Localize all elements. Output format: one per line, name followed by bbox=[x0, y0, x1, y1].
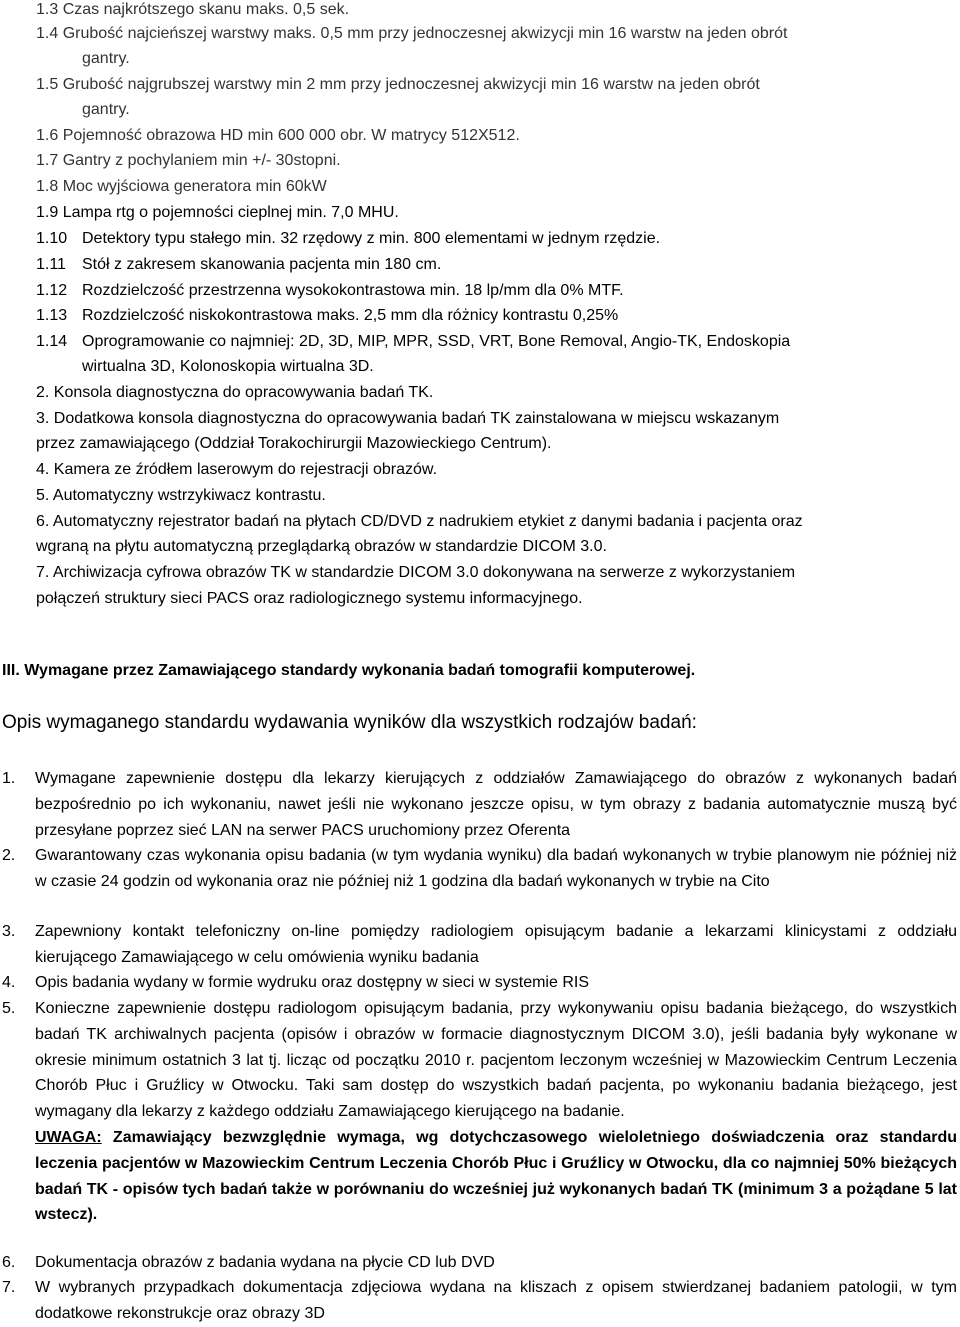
uwaga-label: UWAGA: bbox=[35, 1128, 102, 1146]
requirement-body bbox=[35, 996, 957, 1228]
spec-item-text: Oprogramowanie co najmniej: 2D, 3D, MIP, MPR, SSD, VRT, Bone Removal, Angio-TK, Endoskopia bbox=[82, 333, 791, 350]
spec-line-1-9: 1.9 Lampa rtg o pojemności cieplnej min. 7,0 MHU. bbox=[36, 204, 399, 221]
requirement-item bbox=[2, 996, 957, 1250]
requirement-text: Zapewniony kontakt telefoniczny on-line pomiędzy radiologiem opisującym badanie a lekarzami klinicystami z oddziału kierującego Zamawiającego w celu omówienia wyniku badania bbox=[35, 923, 957, 966]
spec-item-text: Rozdzielczość przestrzenna wysokokontrastowa min. 18 lp/mm dla 0% MTF. bbox=[82, 282, 624, 299]
requirement-number: 2. bbox=[2, 847, 16, 864]
requirement-number: 5. bbox=[2, 1000, 16, 1017]
spec-item-text: Rozdzielczość niskokontrastowa maks. 2,5 mm dla różnicy kontrastu 0,25% bbox=[82, 307, 619, 324]
main-point-2: 2. Konsola diagnostyczna do opracowywania badań TK. bbox=[36, 384, 434, 401]
requirement-text: Gwarantowany czas wykonania opisu badania (w tym wydania wyniku) dla badań wykonanych w trybie planowym nie później niż w czasie 24 godzin od wykonania oraz nie później niż 1 godzina dla badań wykonanych w trybie na Cito bbox=[35, 847, 957, 890]
spec-line-1-6: 1.6 Pojemność obrazowa HD min 600 000 obr. W matrycy 512X512. bbox=[36, 127, 520, 144]
spec-line-1-5-cont: gantry. bbox=[82, 101, 130, 118]
requirement-item bbox=[2, 1250, 957, 1276]
spec-item-num: 1.13 bbox=[36, 307, 68, 324]
spec-item-num: 1.10 bbox=[36, 230, 68, 247]
main-point-7-cont: połączeń struktury sieci PACS oraz radiologicznego systemu informacyjnego. bbox=[36, 590, 583, 607]
requirement-number: 4. bbox=[2, 974, 16, 991]
requirement-item bbox=[2, 919, 957, 971]
spec-line-1-4: 1.4 Grubość najcieńszej warstwy maks. 0,5 mm przy jednoczesnej akwizycji min 16 warstw na jeden obrót bbox=[36, 25, 788, 42]
requirement-text: Opis badania wydany w formie wydruku oraz dostępny w sieci w systemie RIS bbox=[35, 974, 589, 991]
spec-line-1-3: 1.3 Czas najkrótszego skanu maks. 0,5 sek. bbox=[36, 1, 350, 18]
requirement-item bbox=[2, 1275, 957, 1327]
requirement-number: 3. bbox=[2, 923, 16, 940]
section-3-title: III. Wymagane przez Zamawiającego standardy wykonania badań tomografii komputerowej. bbox=[2, 662, 696, 679]
spec-line-1-5: 1.5 Grubość najgrubszej warstwy min 2 mm przy jednoczesnej akwizycji min 16 warstw na jeden obrót bbox=[36, 76, 760, 93]
requirement-text: W wybranych przypadkach dokumentacja zdjęciowa wydana na kliszach z opisem stwierdzanej badaniem patologii, w tym dodatkowe rekonstrukcje oraz obrazy 3D bbox=[35, 1279, 957, 1322]
requirement-number: 7. bbox=[2, 1279, 16, 1296]
spec-item-num: 1.14 bbox=[36, 333, 68, 350]
spec-line-1-7: 1.7 Gantry z pochylaniem min +/- 30stopni. bbox=[36, 152, 341, 169]
requirement-item bbox=[2, 766, 957, 844]
spec-item-num: 1.11 bbox=[36, 256, 66, 273]
main-point-6: 6. Automatyczny rejestrator badań na płytach CD/DVD z nadrukiem etykiet z danymi badania i pacjenta oraz bbox=[36, 513, 803, 530]
requirement-number: 6. bbox=[2, 1254, 16, 1271]
spec-item-text-cont: wirtualna 3D, Kolonoskopia wirtualna 3D. bbox=[82, 358, 374, 375]
requirement-text: Dokumentacja obrazów z badania wydana na płycie CD lub DVD bbox=[35, 1254, 495, 1271]
spec-line-1-8: 1.8 Moc wyjściowa generatora min 60kW bbox=[36, 178, 327, 195]
requirement-text: Wymagane zapewnienie dostępu dla lekarzy kierujących z oddziałów Zamawiającego do obrazów z wykonanych badań bezpośrednio po ich wykonaniu, nawet jeśli nie wykonano jeszcze opisu, w tym obrazy z badania automatycznie muszą być przesyłane poprzez sieć LAN na serwer PACS uruchomiony przez Oferenta bbox=[35, 770, 957, 839]
uwaga-text: Zamawiający bezwzględnie wymaga, wg dotychczasowego wieloletniego doświadczenia oraz standardu leczenia pacjentów w Mazowieckim Centrum Leczenia Chorób Płuc i Gruźlicy w Otwocku, dla co najmniej 50% bieżących badań TK - opisów tych badań także w porównaniu do wcześniej już wykonanych badań TK (minimum 3 a pożądane 5 lat wstecz). bbox=[35, 1128, 957, 1224]
spec-item-text: Stół z zakresem skanowania pacjenta min 180 cm. bbox=[82, 256, 442, 273]
main-point-4: 4. Kamera ze źródłem laserowym do rejestracji obrazów. bbox=[36, 461, 438, 478]
main-point-3: 3. Dodatkowa konsola diagnostyczna do opracowywania badań TK zainstalowana w miejscu wskazanym bbox=[36, 410, 780, 427]
spec-item-text: Detektory typu stałego min. 32 rzędowy z min. 800 elementami w jednym rzędzie. bbox=[82, 230, 661, 247]
main-point-5: 5. Automatyczny wstrzykiwacz kontrastu. bbox=[36, 487, 326, 504]
spec-item-num: 1.12 bbox=[36, 282, 68, 299]
requirement-text: Konieczne zapewnienie dostępu radiologom opisującym badania, przy wykonywaniu opisu badania bieżącego, do wszystkich badań TK archiwalnych pacjenta (opisów i obrazów w formacie diagnostycznym DICOM 3.0), jeśli badania były wykonane w okresie minimum ostatnich 3 lat tj. licząc od początku 2010 r. pacjentom leczonym wcześniej w Mazowieckim Centrum Leczenia Chorób Płuc i Gruźlicy w Otwocku. Taki sam dostęp do wszystkich badań pacjenta, po wykonaniu badania bieżącego, jest wymagany dla lekarzy z każdego oddziału Zamawiającego kierującego na badanie. bbox=[35, 1000, 957, 1121]
requirement-item bbox=[2, 843, 957, 921]
main-point-7: 7. Archiwizacja cyfrowa obrazów TK w standardzie DICOM 3.0 dokonywana na serwerze z wykorzystaniem bbox=[36, 564, 796, 581]
requirement-number: 1. bbox=[2, 770, 16, 787]
spec-line-1-4-cont: gantry. bbox=[82, 50, 130, 67]
main-point-6-cont: wgraną na płytu automatyczną przeglądarką obrazów w standardzie DICOM 3.0. bbox=[36, 538, 607, 555]
main-point-3-cont: przez zamawiającego (Oddział Torakochirurgii Mazowieckiego Centrum). bbox=[36, 435, 552, 452]
requirement-item bbox=[2, 970, 957, 996]
opis-heading: Opis wymaganego standardu wydawania wyników dla wszystkich rodzajów badań: bbox=[2, 712, 697, 733]
